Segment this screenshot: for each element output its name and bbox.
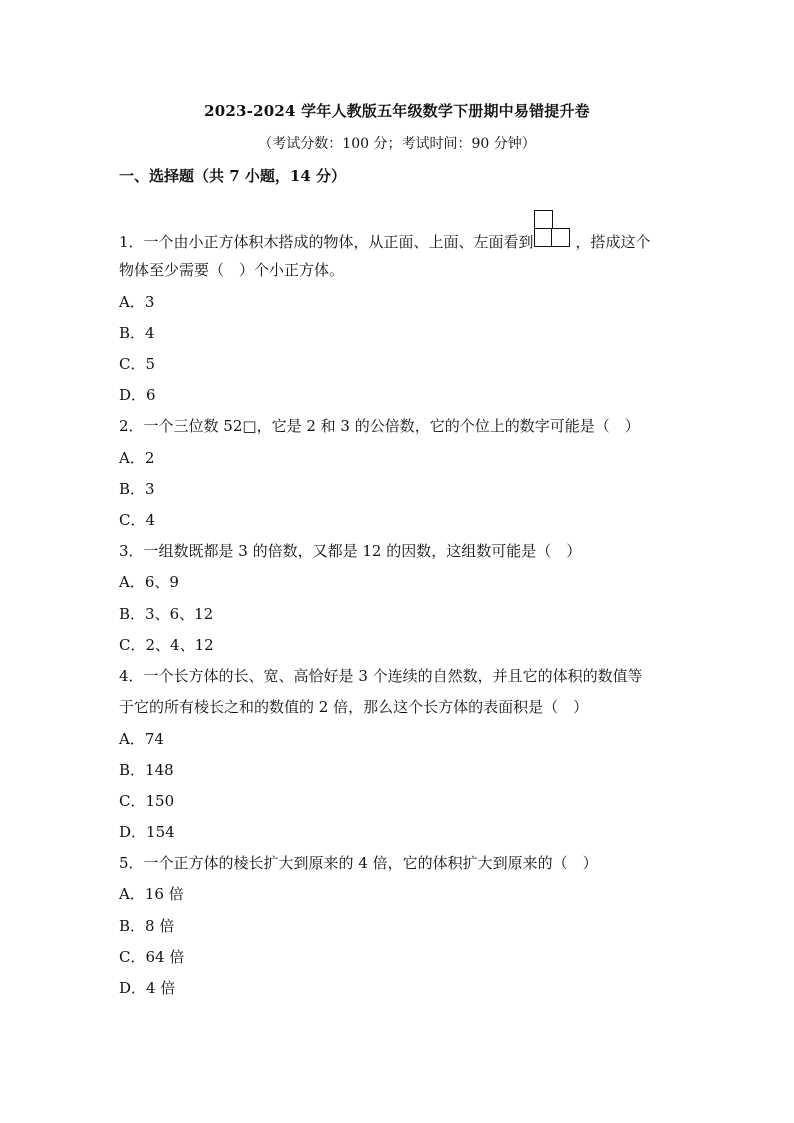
question-2-stem: 2．一个三位数 52□，它是 2 和 3 的公倍数，它的个位上的数字可能是（ ） <box>119 417 640 435</box>
section-heading: 一、选择题（共 7 小题，14 分） <box>119 167 346 185</box>
question-3-option-a: A．6、9 <box>119 573 179 591</box>
question-4-option-b: B．148 <box>119 761 174 779</box>
question-4-option-d: D．154 <box>119 823 175 841</box>
question-5-option-b: B．8 倍 <box>119 917 175 935</box>
question-4-option-a: A．74 <box>119 730 164 748</box>
question-3-option-b: B．3、6、12 <box>119 605 214 623</box>
question-2-option-c: C．4 <box>119 511 156 529</box>
question-1-option-c: C．5 <box>119 355 156 373</box>
question-4-stem: 4．一个长方体的长、宽、高恰好是 3 个连续的自然数，并且它的体积的数值等 <box>119 667 643 685</box>
question-2-option-b: B．3 <box>119 480 155 498</box>
question-1-option-b: B．4 <box>119 324 155 342</box>
question-5-option-d: D．4 倍 <box>119 979 176 997</box>
question-5-option-c: C．64 倍 <box>119 948 185 966</box>
question-5-option-a: A．16 倍 <box>119 885 184 903</box>
exam-title: 2023-2024 学年人教版五年级数学下册期中易错提升卷 <box>204 102 590 120</box>
question-1-stem: 1．一个由小正方体积木搭成的物体，从正面、上面、左面看到 ，搭成这个 <box>119 225 651 252</box>
question-5-stem: 5．一个正方体的棱长扩大到原来的 4 倍，它的体积扩大到原来的（ ） <box>119 854 598 872</box>
question-1-option-d: D．6 <box>119 386 156 404</box>
question-3-option-c: C．2、4、12 <box>119 636 214 654</box>
three-square-view-figure-icon <box>534 228 576 250</box>
question-4-stem-cont: 于它的所有棱长之和的数值的 2 倍，那么这个长方体的表面积是（ ） <box>119 698 589 716</box>
question-1-option-a: A．3 <box>119 293 155 311</box>
question-2-option-a: A．2 <box>119 449 155 467</box>
question-4-option-c: C．150 <box>119 792 175 810</box>
question-1-stem-cont: 物体至少需要（ ）个小正方体。 <box>119 261 345 279</box>
exam-subtitle: （考试分数：100 分；考试时间：90 分钟） <box>258 136 536 152</box>
question-3-stem: 3．一组数既都是 3 的倍数，又都是 12 的因数，这组数可能是（ ） <box>119 542 582 560</box>
